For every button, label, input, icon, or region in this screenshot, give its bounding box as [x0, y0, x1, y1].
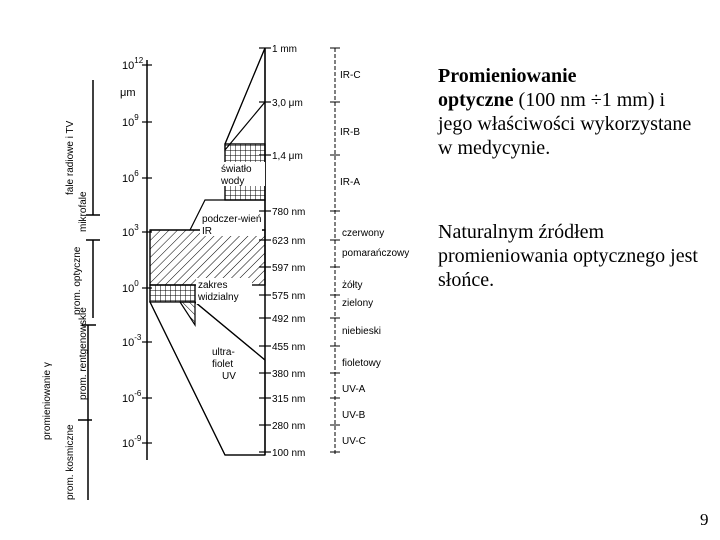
heading-rest: (100 nm ÷1 mm) i jego właściwości wykorzystane w medycynie.	[438, 89, 692, 159]
scale-tick-label: $10^9$	[122, 113, 139, 129]
subband-label-uva: UV-A	[342, 384, 366, 395]
wavelength-label: 597 nm	[272, 263, 306, 274]
wavelength-label: 575 nm	[272, 291, 306, 302]
subband-label-irc: IR-C	[340, 70, 361, 81]
wavelength-label: 100 nm	[272, 448, 306, 459]
wavelength-label: 780 nm	[272, 207, 306, 218]
band-label-micro: mikrofale	[78, 191, 89, 232]
band-label-gamma: promieniowanie γ	[42, 362, 53, 440]
band-label-cosmic: prom. kosmiczne	[65, 424, 76, 500]
visible-band-block	[150, 230, 265, 285]
wavelength-ticks	[259, 44, 340, 459]
heading-bold-1: Promieniowanie	[438, 65, 577, 87]
label-visible: zakres widzialny	[198, 280, 239, 303]
scale-tick-label: $10^{-6}$	[122, 389, 142, 405]
subband-label-uvb: UV-B	[342, 410, 366, 421]
wavelength-label: 1 mm	[272, 44, 297, 55]
band-label-radio: fale radiowe i TV	[65, 120, 76, 195]
funnel	[150, 48, 265, 455]
subband-label-blue: niebieski	[342, 326, 381, 337]
wavelength-label: 492 nm	[272, 314, 306, 325]
label-infrared: podczer-wień IR	[202, 214, 262, 237]
scale-tick-label: $10^{12}$	[122, 56, 144, 72]
scale-tick-label: $10^6$	[122, 169, 139, 185]
subband-label-irb: IR-B	[340, 127, 360, 138]
label-ultraviolet: ultra-fiolet UV	[212, 347, 236, 382]
page-number: 9	[700, 510, 709, 529]
subband-label-ira: IR-A	[340, 177, 360, 188]
label-water-light: światło wody	[221, 164, 252, 187]
wavelength-label: 3,0 μm	[272, 98, 303, 109]
scale-unit: μm	[120, 87, 136, 99]
heading-bold-2: optyczne	[438, 89, 514, 111]
scale-tick-label: $10^{-3}$	[122, 333, 142, 349]
scale-tick-label: $10^0$	[122, 279, 139, 295]
wavelength-label: 280 nm	[272, 421, 306, 432]
subband-label-uvc: UV-C	[342, 436, 366, 447]
band-label-xray: prom. rentgenowskie	[78, 307, 89, 400]
scale-tick-label: $10^3$	[122, 223, 139, 239]
band-label-optical: prom. optyczne	[72, 246, 83, 315]
wavelength-label: 623 nm	[272, 236, 306, 247]
subband-labels	[340, 70, 409, 447]
subband-label-red: czerwony	[342, 228, 385, 239]
wavelength-label: 1,4 μm	[272, 151, 303, 162]
subband-label-yellow: żółty	[342, 280, 363, 291]
subband-label-orange: pomarańczowy	[342, 248, 410, 259]
scale-tick-label: $10^{-9}$	[122, 434, 142, 450]
wavelength-label: 455 nm	[272, 342, 306, 353]
sun-paragraph: Naturalnym źródłem promieniowania optycznego jest słońce.	[438, 221, 698, 291]
heading-paragraph	[438, 64, 698, 160]
subband-label-violet: fioletowy	[342, 358, 381, 369]
subband-label-green: zielony	[342, 298, 374, 309]
wavelength-label: 315 nm	[272, 394, 306, 405]
wavelength-label: 380 nm	[272, 369, 306, 380]
